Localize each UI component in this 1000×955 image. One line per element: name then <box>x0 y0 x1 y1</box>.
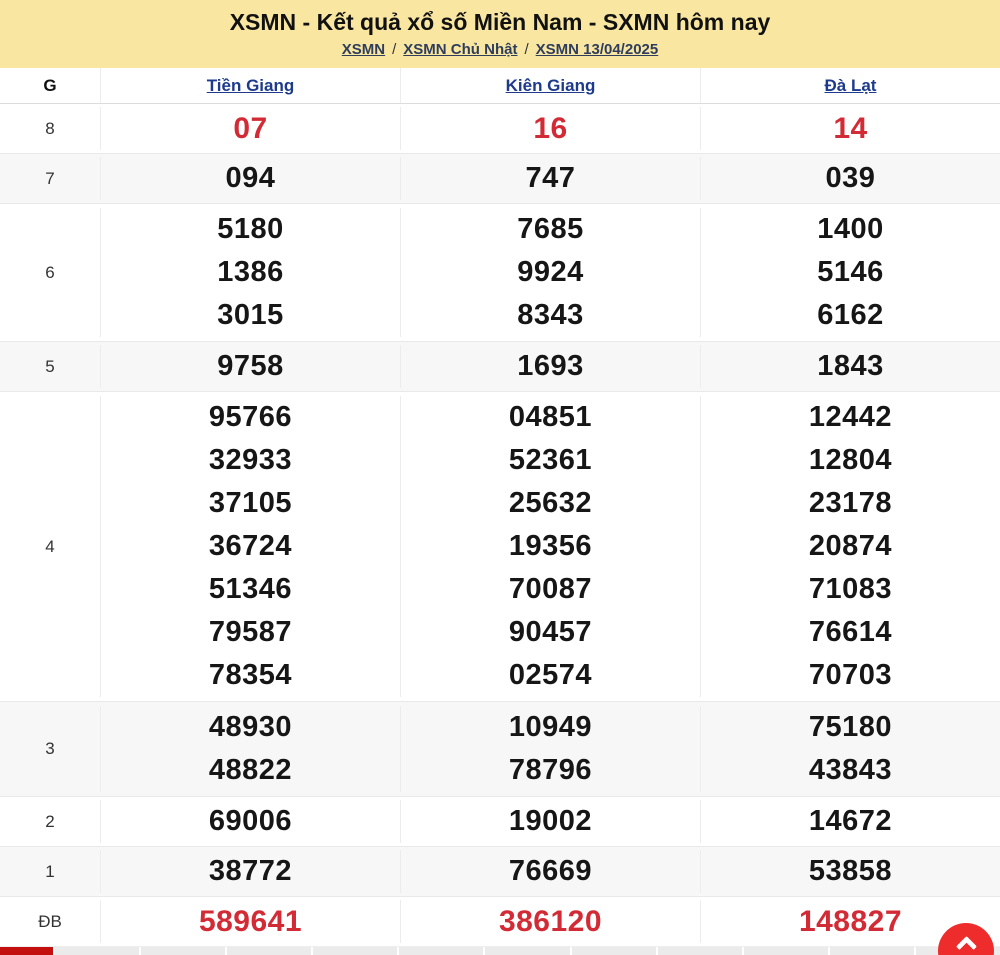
result-cell <box>100 208 400 337</box>
prize-row-6 <box>0 204 1000 342</box>
province-link-tien-giang[interactable]: Tiền Giang <box>206 75 295 95</box>
result-cell <box>400 345 700 388</box>
result-number: 094 <box>225 162 276 194</box>
prize-label: 6 <box>45 262 55 282</box>
result-number: 5146 <box>817 256 884 288</box>
result-cell <box>400 396 700 697</box>
result-number: 23178 <box>808 487 893 519</box>
result-number: 51346 <box>208 573 293 605</box>
result-number: 07 <box>233 112 268 145</box>
results-table <box>0 68 1000 947</box>
result-number: 69006 <box>208 805 293 837</box>
result-number: 78354 <box>208 659 293 691</box>
result-cell <box>100 800 400 843</box>
column-header-da-lat <box>700 68 1000 103</box>
result-cell <box>100 850 400 893</box>
result-cell <box>100 345 400 388</box>
result-number: 37105 <box>208 487 293 519</box>
prize-label: ĐB <box>38 911 62 931</box>
result-number: 039 <box>825 162 876 194</box>
result-number: 43843 <box>808 754 893 786</box>
table-header-row <box>0 68 1000 104</box>
result-number: 3015 <box>217 299 284 331</box>
result-number: 02574 <box>508 659 593 691</box>
result-number: 1843 <box>817 350 884 382</box>
result-cell <box>700 396 1000 697</box>
prize-row-3 <box>0 702 1000 797</box>
result-number: 71083 <box>808 573 893 605</box>
prize-row-4 <box>0 392 1000 702</box>
result-cell <box>400 208 700 337</box>
table-body <box>0 104 1000 947</box>
result-number: 8343 <box>517 299 584 331</box>
prize-row-5 <box>0 342 1000 392</box>
province-link-da-lat[interactable]: Đà Lạt <box>824 75 877 95</box>
prize-row-7 <box>0 154 1000 204</box>
loto-strip-cell <box>570 947 656 955</box>
result-cell <box>700 706 1000 792</box>
result-number: 76669 <box>508 855 593 887</box>
result-number: 95766 <box>208 401 293 433</box>
prize-label: 7 <box>45 168 55 188</box>
result-cell <box>700 208 1000 337</box>
result-cell <box>100 706 400 792</box>
result-number: 36724 <box>208 530 293 562</box>
result-cell <box>700 850 1000 893</box>
result-number: 38772 <box>208 855 293 887</box>
breadcrumb-link-xsmn-chu-nhat[interactable]: XSMN Chủ Nhật <box>403 41 518 59</box>
result-cell <box>100 900 400 943</box>
result-number: 386120 <box>498 905 603 938</box>
prize-label: 3 <box>45 739 55 758</box>
result-cell <box>400 800 700 843</box>
result-cell <box>400 107 700 150</box>
loto-strip-cell <box>139 947 225 955</box>
result-number: 747 <box>525 162 576 194</box>
result-number: 148827 <box>798 905 903 938</box>
breadcrumb <box>342 41 658 58</box>
result-number: 9924 <box>517 256 584 288</box>
result-number: 76614 <box>808 616 893 648</box>
prize-label: 8 <box>45 118 55 138</box>
loto-strip <box>0 946 1000 955</box>
result-number: 70703 <box>808 659 893 691</box>
result-cell <box>100 396 400 697</box>
result-number: 53858 <box>808 855 893 887</box>
breadcrumb-separator: / <box>392 41 397 59</box>
result-number: 48930 <box>208 711 293 743</box>
result-number: 14672 <box>808 805 893 837</box>
result-number: 10949 <box>508 711 593 743</box>
column-header-kien-giang <box>400 68 700 103</box>
breadcrumb-link-xsmn[interactable]: XSMN <box>341 41 386 59</box>
prize-label: 4 <box>45 536 55 556</box>
breadcrumb-separator: / <box>524 41 529 59</box>
prize-row-1 <box>0 847 1000 897</box>
result-number: 1400 <box>817 213 884 245</box>
result-number: 48822 <box>208 754 293 786</box>
result-number: 7685 <box>517 213 584 245</box>
result-number: 70087 <box>508 573 593 605</box>
result-cell <box>100 107 400 150</box>
result-number: 16 <box>533 112 568 145</box>
chevron-up-icon <box>955 936 976 955</box>
loto-strip-cell <box>225 947 311 955</box>
result-number: 9758 <box>217 350 284 382</box>
loto-strip-cell <box>311 947 397 955</box>
prize-label: 1 <box>45 861 55 881</box>
loto-strip-cell <box>656 947 742 955</box>
result-number: 12804 <box>808 444 893 476</box>
loto-strip-cell <box>53 947 139 955</box>
loto-strip-cell <box>483 947 569 955</box>
breadcrumb-link-xsmn-date[interactable]: XSMN 13/04/2025 <box>535 41 659 59</box>
loto-strip-red-cell <box>0 947 53 955</box>
prize-row-2 <box>0 797 1000 847</box>
result-cell <box>400 706 700 792</box>
result-number: 1386 <box>217 256 284 288</box>
result-number: 5180 <box>217 213 284 245</box>
page-title: XSMN - Kết quả xổ số Miền Nam - SXMN hôm nay <box>229 8 771 35</box>
result-number: 04851 <box>508 401 593 433</box>
province-link-kien-giang[interactable]: Kiên Giang <box>505 75 596 95</box>
result-number: 25632 <box>508 487 593 519</box>
loto-strip-cell <box>397 947 483 955</box>
loto-strip-cell <box>742 947 828 955</box>
column-header-tien-giang <box>100 68 400 103</box>
prize-row-ĐB <box>0 897 1000 947</box>
prize-label: 2 <box>45 811 55 831</box>
result-number: 589641 <box>198 905 303 938</box>
result-cell <box>700 157 1000 200</box>
result-number: 90457 <box>508 616 593 648</box>
result-number: 52361 <box>508 444 593 476</box>
result-number: 19356 <box>508 530 593 562</box>
result-cell <box>400 157 700 200</box>
result-number: 19002 <box>508 805 593 837</box>
result-cell <box>100 157 400 200</box>
result-number: 32933 <box>208 444 293 476</box>
result-number: 12442 <box>808 401 893 433</box>
result-cell <box>700 800 1000 843</box>
result-number: 78796 <box>508 754 593 786</box>
result-cell <box>400 900 700 943</box>
result-number: 6162 <box>817 299 884 331</box>
prize-label: 5 <box>45 356 55 376</box>
result-number: 79587 <box>208 616 293 648</box>
result-number: 14 <box>833 112 868 145</box>
page-header <box>0 0 1000 68</box>
loto-strip-cell <box>828 947 914 955</box>
prize-column-header: G <box>43 75 57 95</box>
prize-row-8 <box>0 104 1000 154</box>
result-cell <box>700 107 1000 150</box>
result-cell <box>700 345 1000 388</box>
result-number: 1693 <box>517 350 584 382</box>
result-number: 75180 <box>808 711 893 743</box>
result-number: 20874 <box>808 530 893 562</box>
result-cell <box>400 850 700 893</box>
